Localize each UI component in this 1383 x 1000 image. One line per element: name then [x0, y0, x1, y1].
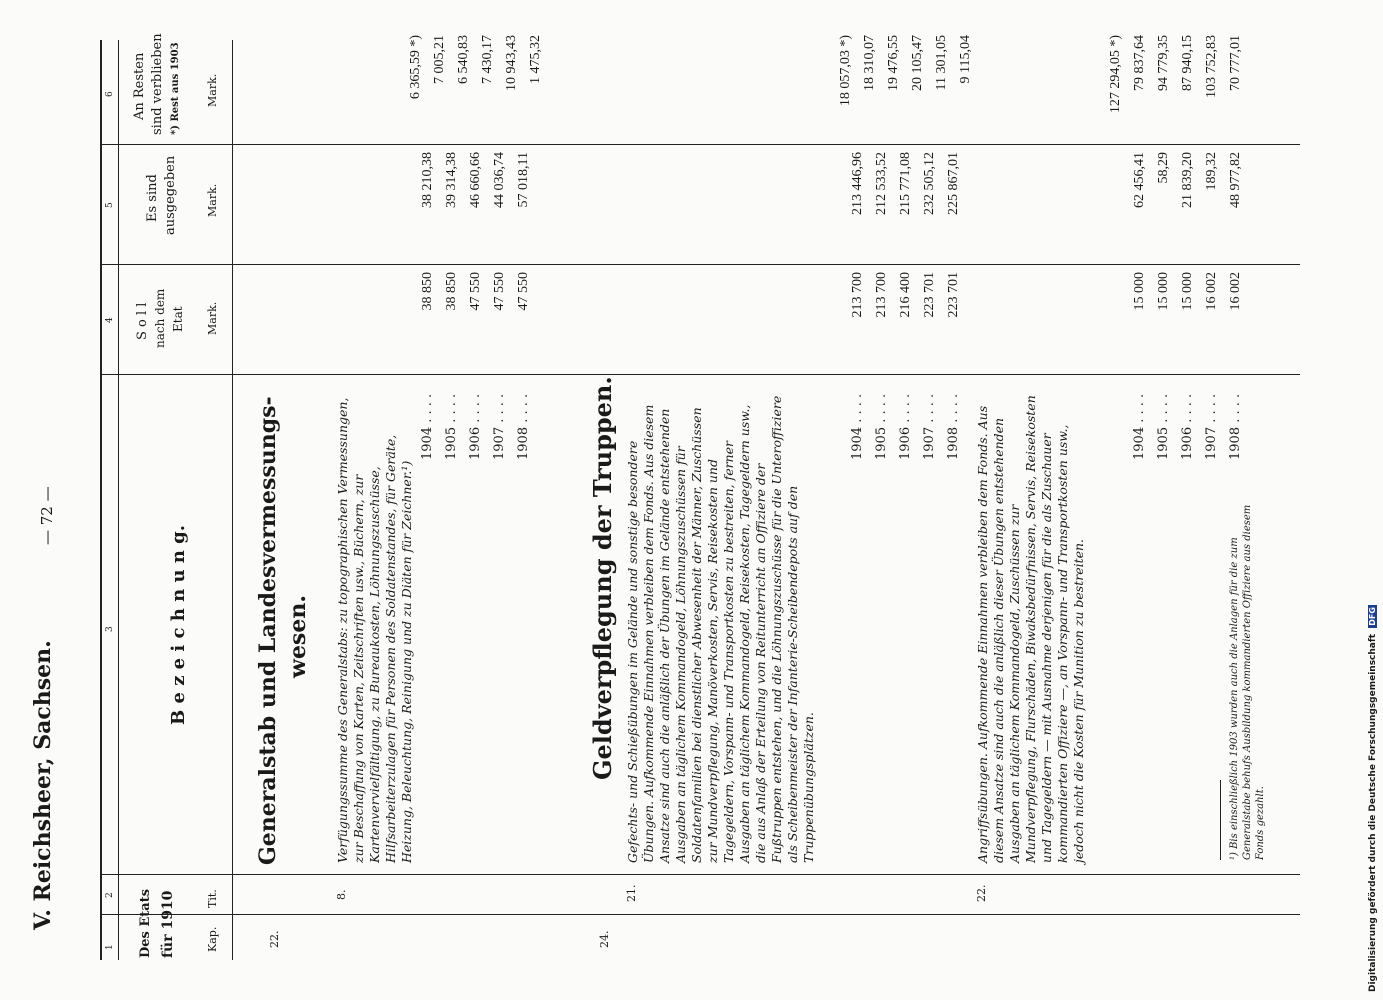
- section-1-text: Verfügungssumme des Generalstabs: zu topographischen Vermessungen, zur Beschaffung von Karten, Zeitschriften usw., Büchern, zur Kartenvervielfältigung, zu Bureaukosten, Löhnungszuschüsse, Hilfsarbeiterzulagen für Personen des Soldatenstandes, für Geräte, Heizung, Beleuchtung, Reinigung und zu Diäten für Zeichner.¹): [335, 397, 414, 863]
- section-1-title-cont: wesen.: [285, 595, 311, 678]
- section-1-tit: 8.: [335, 889, 348, 900]
- rest-value: 127 294,05 *): [1108, 35, 1123, 114]
- ausgegeben-value: 38 210,38: [420, 152, 435, 208]
- section-2-text: Gefechts- und Schießübungen im Gelände und sonstige besondere Übungen. Aufkommende Einnahmen verbleiben dem Fonds. Aus diesem Ansatze sind auch die anläßlich der Übungen im Gelände entstehenden Ausgaben an täglichem Kommandogeld, Löhnungszuschüssen für Soldatenfamilien bei dienstlicher Abwesenheit der Männer, Zuschüssen zur Mundverpflegung, Manöverkosten, Servis, Reisekosten und Tagegeldern, Vorspann- und Transportkosten zu bestreiten, ferner Ausgaben an täglichem Kommandogeld, Reisekosten, Tagegeldern usw., die aus Anlaß der Erteilung von Reitunterricht an Offiziere der Fußtruppen entstehen, und die Löhnungszuschüsse für die Unteroffiziere als Scheibenmeister der Infanterie-Scheibendepots auf den Truppenübungsplätzen.: [625, 395, 816, 863]
- soll-value: 15 000: [1156, 272, 1171, 311]
- year-label: 1908 . . . .: [516, 393, 531, 460]
- col-num-4: 4: [105, 317, 115, 323]
- ausgegeben-value: 189,32: [1204, 152, 1219, 191]
- col-text-divider: [100, 374, 1300, 375]
- year-label: 1906 . . . .: [1180, 393, 1195, 460]
- col-num-2: 2: [105, 892, 115, 898]
- section-1-kap: 22.: [268, 930, 281, 948]
- soll-value: 16 002: [1204, 272, 1219, 311]
- ausgegeben-value: 46 660,66: [468, 152, 483, 208]
- rest-value: 19 476,55: [886, 35, 901, 91]
- year-label: 1907 . . . .: [492, 393, 507, 460]
- soll-value: 47 550: [468, 272, 483, 311]
- header-resten-l1: An Resten: [132, 52, 147, 120]
- year-label: 1907 . . . .: [1204, 393, 1219, 460]
- col-soll-divider: [100, 264, 1300, 265]
- ausgegeben-value: 44 036,74: [492, 152, 507, 208]
- rest-value: 7 005,21: [432, 35, 447, 84]
- rest-value: 18 310,07: [862, 35, 877, 91]
- ausgegeben-value: 21 839,20: [1180, 152, 1195, 208]
- page-number: — 72 —: [38, 486, 56, 545]
- header-ausgegeben-l2: ausgegeben: [163, 155, 178, 235]
- section-2-title: Geldverpflegung der Truppen.: [588, 376, 617, 780]
- soll-value: 223 701: [946, 272, 961, 318]
- rest-value: 79 837,64: [1132, 35, 1147, 91]
- soll-value: 38 850: [420, 272, 435, 311]
- soll-value: 15 000: [1132, 272, 1147, 311]
- rest-value: 103 752,83: [1204, 35, 1219, 98]
- ausgegeben-value: 62 456,41: [1132, 152, 1147, 208]
- rest-value: 87 940,15: [1180, 35, 1195, 91]
- soll-value: 223 701: [922, 272, 937, 318]
- rest-value: 18 057,03 *): [838, 35, 853, 107]
- header-resten-l3: *) Rest aus 1903: [170, 42, 181, 135]
- ausgegeben-value: 48 977,82: [1228, 152, 1243, 208]
- col-aus-divider: [100, 144, 1300, 145]
- col-num-5: 5: [105, 202, 115, 208]
- soll-value: 16 002: [1228, 272, 1243, 311]
- footnote: ¹) Bis einschließlich 1903 wurden auch die Anlagen für die zum Generalstabe behufs Ausbildung kommandierten Offiziere aus diesem Fonds gezahlt.: [1229, 504, 1266, 860]
- rest-value: 1 475,32: [528, 35, 543, 84]
- year-label: 1906 . . . .: [898, 393, 913, 460]
- running-header: V. Reichsheer, Sachsen.: [30, 640, 56, 930]
- rest-value: 6 540,83: [456, 35, 471, 84]
- header-soll-nach: nach dem: [153, 288, 167, 348]
- ausgegeben-value: 232 505,12: [922, 152, 937, 215]
- section-2-kap: 24.: [598, 930, 611, 948]
- rest-value: 10 943,43: [504, 35, 519, 91]
- col-num-6: 6: [105, 91, 115, 97]
- digitization-text: Digitalisierung gefördert durch die Deutsche Forschungsgemeinschaft: [1368, 633, 1378, 992]
- year-label: 1908 . . . .: [1228, 393, 1243, 460]
- rest-value: 7 430,17: [480, 35, 495, 84]
- col-num-1: 1: [105, 944, 115, 950]
- ausgegeben-value: 215 771,08: [898, 152, 913, 215]
- rest-value: 70 777,01: [1228, 35, 1243, 91]
- soll-value: 47 550: [516, 272, 531, 311]
- digitization-sidebar: [1368, 8, 1380, 992]
- soll-value: 47 550: [492, 272, 507, 311]
- header-ausgegeben-l1: Es sind: [145, 174, 160, 222]
- header-tit: Tit.: [206, 889, 219, 908]
- section-2-tit: 21.: [625, 884, 638, 902]
- year-label: 1908 . . . .: [946, 393, 961, 460]
- ausgegeben-value: 58,29: [1156, 152, 1171, 184]
- header-etat-label: Des Etats: [138, 888, 153, 958]
- header-resten-mark: Mark.: [206, 73, 219, 107]
- rest-value: 20 105,47: [910, 35, 925, 91]
- soll-value: 38 850: [444, 272, 459, 311]
- header-soll-etat: Etat: [171, 306, 185, 332]
- col-num-3: 3: [105, 626, 115, 632]
- year-label: 1905 . . . .: [1156, 393, 1171, 460]
- ausgegeben-value: 39 314,38: [444, 152, 459, 208]
- year-label: 1906 . . . .: [468, 393, 483, 460]
- section-1-title: Generalstab und Landesvermessungs-: [255, 396, 281, 865]
- header-resten-l2: sind verblieben: [150, 33, 165, 135]
- dfg-logo: DFG: [1368, 607, 1377, 626]
- header-soll-mark: Mark.: [206, 301, 219, 335]
- year-label: 1905 . . . .: [874, 393, 889, 460]
- column-number-rule: [118, 40, 119, 960]
- year-label: 1904 . . . .: [420, 393, 435, 460]
- col-tit-divider: [100, 874, 1300, 875]
- rest-value: 6 365,59 *): [408, 35, 423, 100]
- footnote-rule: [1220, 780, 1221, 860]
- header-ausgegeben-mark: Mark.: [206, 183, 219, 217]
- rest-value: 94 779,35: [1156, 35, 1171, 91]
- top-border: [100, 40, 102, 960]
- ausgegeben-value: 225 867,01: [946, 152, 961, 215]
- rest-value: 9 115,04: [958, 35, 973, 84]
- header-etat-year: für 1910: [160, 890, 176, 958]
- year-label: 1904 . . . .: [850, 393, 865, 460]
- header-kap: Kap.: [206, 926, 219, 952]
- header-soll: S o l l: [135, 302, 150, 340]
- section-3-text: Angriffsübungen. Aufkommende Einnahmen verbleiben dem Fonds. Aus diesem Ansatze sind auch die anläßlich dieser Übungen entstehenden Ausgaben an täglichem Kommandogeld, Zuschüssen zur Mundverpflegung, Flurschäden, Biwaksbedürfnissen, Servis, Reisekosten und Tagegeldern — mit Ausnahme derjenigen für die als Zuschauer kommandierten Offiziere —, an Vorspann- und Transportkosten usw., jedoch nicht die Kosten für Munition zu bestreiten.: [975, 395, 1086, 863]
- ausgegeben-value: 57 018,11: [516, 152, 531, 208]
- soll-value: 15 000: [1180, 272, 1195, 311]
- digitization-note: [1368, 8, 1380, 992]
- year-label: 1904 . . . .: [1132, 393, 1147, 460]
- year-label: 1907 . . . .: [922, 393, 937, 460]
- header-bottom-rule: [232, 40, 233, 960]
- year-label: 1905 . . . .: [444, 393, 459, 460]
- rest-value: 11 301,05: [934, 35, 949, 91]
- col-kap-divider: [100, 914, 1300, 915]
- soll-value: 213 700: [850, 272, 865, 318]
- ausgegeben-value: 213 446,96: [850, 152, 865, 215]
- header-bezeichnung: B e z e i c h n u n g.: [168, 524, 189, 725]
- section-3-tit: 22.: [975, 884, 988, 902]
- soll-value: 213 700: [874, 272, 889, 318]
- ausgegeben-value: 212 533,52: [874, 152, 889, 215]
- soll-value: 216 400: [898, 272, 913, 318]
